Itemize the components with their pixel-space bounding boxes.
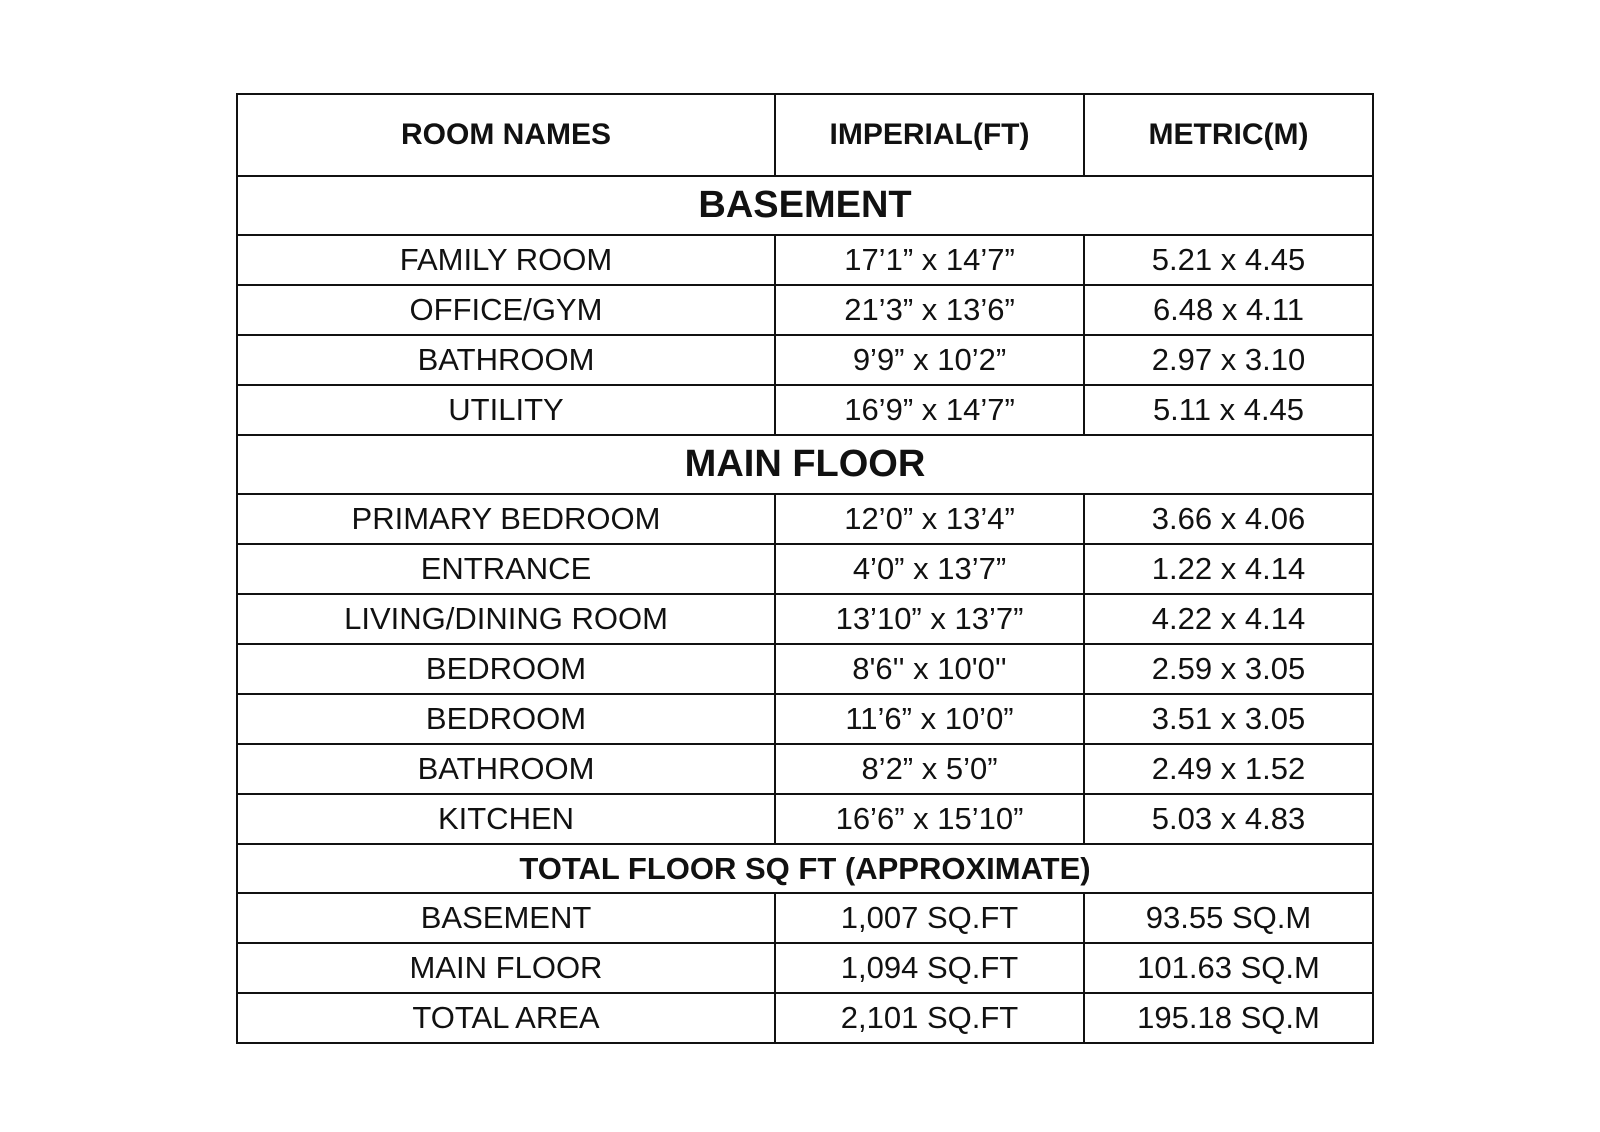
room-name-cell: UTILITY [237,385,775,435]
metric-area-cell: 93.55 SQ.M [1084,893,1373,943]
imperial-cell: 9’9” x 10’2” [775,335,1084,385]
room-name-cell: LIVING/DINING ROOM [237,594,775,644]
imperial-cell: 11’6” x 10’0” [775,694,1084,744]
imperial-cell: 16’6” x 15’10” [775,794,1084,844]
metric-cell: 4.22 x 4.14 [1084,594,1373,644]
table-row [237,893,1373,943]
metric-cell: 2.49 x 1.52 [1084,744,1373,794]
metric-area-cell: 195.18 SQ.M [1084,993,1373,1043]
table-row [237,285,1373,335]
table-row [237,594,1373,644]
imperial-area-cell: 1,094 SQ.FT [775,943,1084,993]
imperial-cell: 17’1” x 14’7” [775,235,1084,285]
table-row [237,235,1373,285]
section-title: BASEMENT [237,176,1373,235]
floor-name-cell: TOTAL AREA [237,993,775,1043]
imperial-cell: 16’9” x 14’7” [775,385,1084,435]
section-title: MAIN FLOOR [237,435,1373,494]
header-room-names: ROOM NAMES [237,94,775,176]
metric-cell: 3.66 x 4.06 [1084,494,1373,544]
room-name-cell: BATHROOM [237,335,775,385]
metric-cell: 3.51 x 3.05 [1084,694,1373,744]
table-row [237,644,1373,694]
metric-cell: 2.97 x 3.10 [1084,335,1373,385]
table-row [237,694,1373,744]
section-main-floor [237,435,1373,494]
section-total-floor-area [237,844,1373,893]
room-name-cell: ENTRANCE [237,544,775,594]
room-name-cell: OFFICE/GYM [237,285,775,335]
table-row [237,993,1373,1043]
table-row [237,385,1373,435]
room-dimensions-table [236,93,1374,1044]
metric-cell: 1.22 x 4.14 [1084,544,1373,594]
table-row [237,335,1373,385]
table-row [237,494,1373,544]
metric-area-cell: 101.63 SQ.M [1084,943,1373,993]
imperial-cell: 4’0” x 13’7” [775,544,1084,594]
floor-name-cell: BASEMENT [237,893,775,943]
imperial-cell: 8'6'' x 10'0'' [775,644,1084,694]
imperial-area-cell: 2,101 SQ.FT [775,993,1084,1043]
section-basement [237,176,1373,235]
imperial-area-cell: 1,007 SQ.FT [775,893,1084,943]
room-name-cell: FAMILY ROOM [237,235,775,285]
table-row [237,744,1373,794]
room-name-cell: BATHROOM [237,744,775,794]
imperial-cell: 8’2” x 5’0” [775,744,1084,794]
header-imperial: IMPERIAL(FT) [775,94,1084,176]
room-name-cell: BEDROOM [237,694,775,744]
imperial-cell: 12’0” x 13’4” [775,494,1084,544]
room-name-cell: PRIMARY BEDROOM [237,494,775,544]
imperial-cell: 13’10” x 13’7” [775,594,1084,644]
header-metric: METRIC(M) [1084,94,1373,176]
floor-name-cell: MAIN FLOOR [237,943,775,993]
metric-cell: 5.11 x 4.45 [1084,385,1373,435]
imperial-cell: 21’3” x 13’6” [775,285,1084,335]
section-title: TOTAL FLOOR SQ FT (APPROXIMATE) [237,844,1373,893]
metric-cell: 5.21 x 4.45 [1084,235,1373,285]
metric-cell: 6.48 x 4.11 [1084,285,1373,335]
table-header-row [237,94,1373,176]
room-name-cell: KITCHEN [237,794,775,844]
table-row [237,794,1373,844]
table-row [237,544,1373,594]
metric-cell: 2.59 x 3.05 [1084,644,1373,694]
table-row [237,943,1373,993]
room-name-cell: BEDROOM [237,644,775,694]
metric-cell: 5.03 x 4.83 [1084,794,1373,844]
